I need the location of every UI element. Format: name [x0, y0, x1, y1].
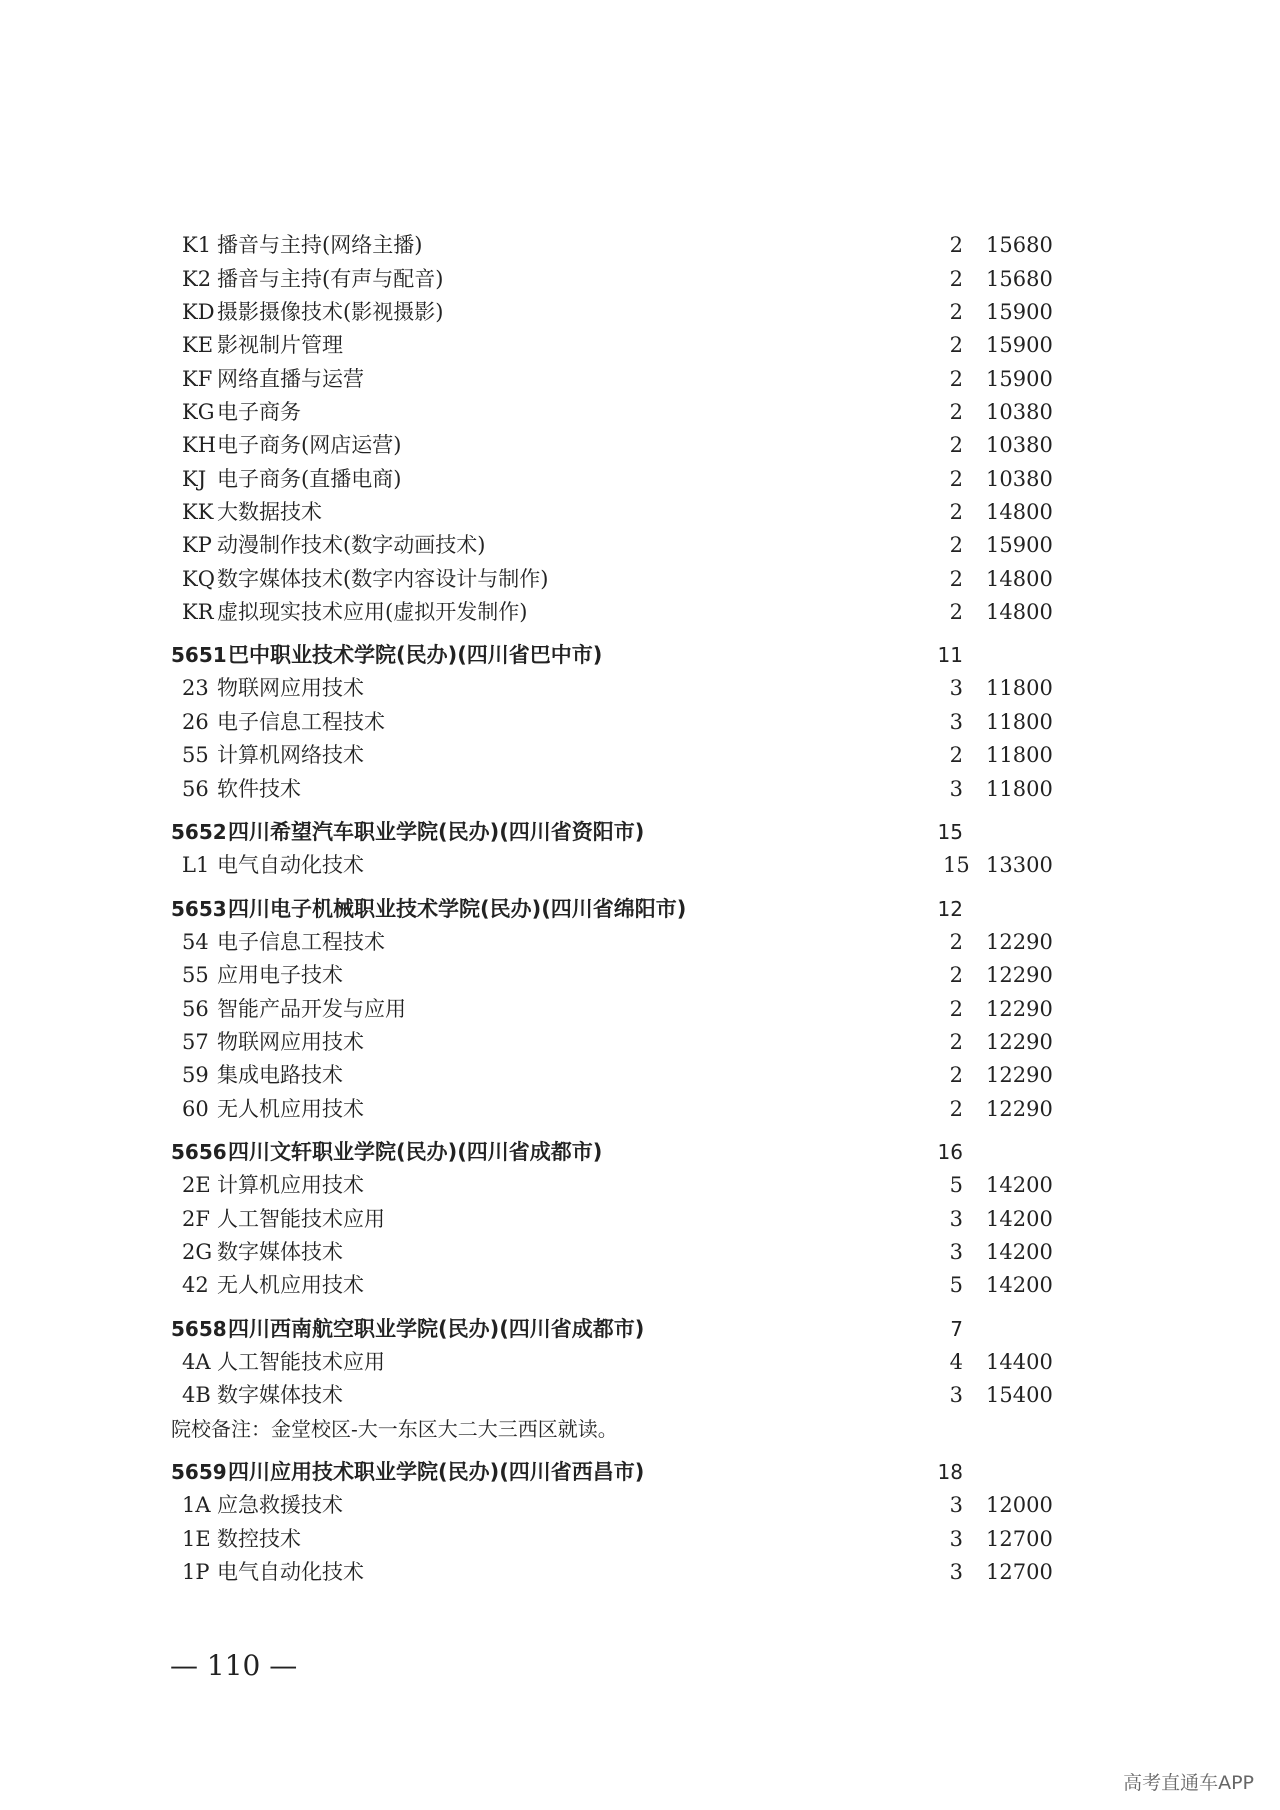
major-row: [0, 562, 1280, 596]
major-fee: 12290: [986, 963, 1053, 987]
major-code: K2: [182, 267, 212, 291]
major-fee: 10380: [986, 400, 1053, 424]
major-fee: 12290: [986, 997, 1053, 1021]
major-row: [0, 262, 1280, 296]
major-name: 数控技术: [217, 1527, 301, 1551]
major-count: 2: [949, 997, 963, 1021]
major-name: 动漫制作技术(数字动画技术): [217, 533, 486, 557]
school-name: 巴中职业技术学院(民办)(四川省巴中市): [228, 643, 603, 667]
major-name: 计算机应用技术: [217, 1173, 364, 1197]
major-name: 摄影摄像技术(影视摄影): [217, 300, 444, 324]
major-fee: 12290: [986, 1030, 1053, 1054]
school-count: 11: [937, 643, 963, 667]
major-name: 电子信息工程技术: [217, 930, 385, 954]
major-code: 2F: [182, 1207, 210, 1231]
major-fee: 15900: [986, 533, 1053, 557]
major-code: KR: [182, 600, 214, 624]
school-name: 四川应用技术职业学院(民办)(四川省西昌市): [228, 1460, 645, 1484]
major-count: 2: [949, 433, 963, 457]
school-row: [0, 892, 1280, 926]
major-name: 应用电子技术: [217, 963, 343, 987]
major-fee: 15900: [986, 300, 1053, 324]
major-fee: 11800: [986, 777, 1053, 801]
major-name: 虚拟现实技术应用(虚拟开发制作): [217, 600, 528, 624]
school-count: 15: [937, 820, 963, 844]
major-code: L1: [182, 853, 210, 877]
major-row: [0, 295, 1280, 329]
major-name: 人工智能技术应用: [217, 1350, 385, 1374]
school-code: 5659: [171, 1460, 227, 1484]
major-name: 计算机网络技术: [217, 743, 364, 767]
major-code: 54: [182, 930, 209, 954]
major-row: [0, 772, 1280, 806]
major-code: KG: [182, 400, 215, 424]
major-row: [0, 1555, 1280, 1589]
major-fee: 11800: [986, 743, 1053, 767]
major-count: 3: [949, 1240, 963, 1264]
major-code: 1E: [182, 1527, 211, 1551]
major-name: 播音与主持(网络主播): [217, 233, 423, 257]
major-fee: 12290: [986, 930, 1053, 954]
major-count: 3: [949, 1207, 963, 1231]
major-row: [0, 1522, 1280, 1556]
major-code: 4A: [182, 1350, 211, 1374]
major-fee: 14800: [986, 500, 1053, 524]
major-name: 电子商务: [217, 400, 301, 424]
major-code: KQ: [182, 567, 215, 591]
major-row: [0, 1058, 1280, 1092]
major-count: 2: [949, 467, 963, 491]
major-row: [0, 1202, 1280, 1236]
school-name: 四川文轩职业学院(民办)(四川省成都市): [228, 1140, 603, 1164]
major-code: KF: [182, 367, 213, 391]
major-code: 60: [182, 1097, 209, 1121]
major-code: 55: [182, 743, 209, 767]
major-fee: 14200: [986, 1240, 1053, 1264]
major-fee: 15900: [986, 367, 1053, 391]
page-number: — 110 —: [170, 1649, 298, 1682]
major-fee: 11800: [986, 710, 1053, 734]
major-count: 3: [949, 1560, 963, 1584]
major-row: [0, 495, 1280, 529]
major-code: 4B: [182, 1383, 211, 1407]
school-row: [0, 638, 1280, 672]
school-count: 12: [937, 897, 963, 921]
school-code: 5653: [171, 897, 227, 921]
major-code: KH: [182, 433, 217, 457]
major-row: [0, 925, 1280, 959]
major-code: 55: [182, 963, 209, 987]
major-row: [0, 595, 1280, 629]
major-code: 56: [182, 777, 209, 801]
major-fee: 15680: [986, 267, 1053, 291]
major-row: [0, 1025, 1280, 1059]
major-name: 数字媒体技术(数字内容设计与制作): [217, 567, 549, 591]
major-row: [0, 1488, 1280, 1522]
major-name: 网络直播与运营: [217, 367, 364, 391]
major-code: KJ: [182, 467, 207, 491]
major-row: [0, 228, 1280, 262]
major-row: [0, 1268, 1280, 1302]
major-count: 2: [949, 333, 963, 357]
major-count: 3: [949, 710, 963, 734]
major-fee: 14200: [986, 1273, 1053, 1297]
major-fee: 11800: [986, 676, 1053, 700]
major-code: K1: [182, 233, 212, 257]
major-fee: 12290: [986, 1097, 1053, 1121]
major-fee: 12700: [986, 1527, 1053, 1551]
major-fee: 13300: [986, 853, 1053, 877]
major-fee: 10380: [986, 433, 1053, 457]
major-fee: 15900: [986, 333, 1053, 357]
major-fee: 14200: [986, 1173, 1053, 1197]
major-count: 2: [949, 267, 963, 291]
school-note: [0, 1412, 1280, 1446]
major-name: 数字媒体技术: [217, 1383, 343, 1407]
school-name: 四川希望汽车职业学院(民办)(四川省资阳市): [228, 820, 645, 844]
major-code: 57: [182, 1030, 209, 1054]
major-row: [0, 1235, 1280, 1269]
major-count: 2: [949, 367, 963, 391]
major-fee: 15400: [986, 1383, 1053, 1407]
major-row: [0, 1168, 1280, 1202]
major-code: 59: [182, 1063, 209, 1087]
major-count: 2: [949, 743, 963, 767]
school-code: 5651: [171, 643, 227, 667]
major-code: 26: [182, 710, 209, 734]
major-name: 应急救援技术: [217, 1493, 343, 1517]
major-name: 电子商务(网店运营): [217, 433, 402, 457]
school-row: [0, 1135, 1280, 1169]
major-code: 23: [182, 676, 209, 700]
major-row: [0, 395, 1280, 429]
major-count: 2: [949, 600, 963, 624]
major-code: KK: [182, 500, 214, 524]
school-row: [0, 1455, 1280, 1489]
major-row: [0, 1378, 1280, 1412]
major-name: 软件技术: [217, 777, 301, 801]
major-name: 物联网应用技术: [217, 1030, 364, 1054]
major-name: 电气自动化技术: [217, 1560, 364, 1584]
major-count: 2: [949, 300, 963, 324]
major-code: 1A: [182, 1493, 211, 1517]
major-code: 1P: [182, 1560, 210, 1584]
major-name: 电气自动化技术: [217, 853, 364, 877]
major-count: 2: [949, 233, 963, 257]
note-text: 院校备注：金堂校区-大一东区大二大三西区就读。: [171, 1417, 618, 1441]
major-name: 物联网应用技术: [217, 676, 364, 700]
major-count: 2: [949, 1030, 963, 1054]
major-count: 15: [943, 853, 970, 877]
major-name: 大数据技术: [217, 500, 322, 524]
major-count: 2: [949, 1063, 963, 1087]
school-row: [0, 1312, 1280, 1346]
major-row: [0, 671, 1280, 705]
major-count: 2: [949, 567, 963, 591]
major-count: 4: [949, 1350, 963, 1374]
major-count: 3: [949, 777, 963, 801]
major-code: 56: [182, 997, 209, 1021]
school-count: 7: [950, 1317, 963, 1341]
school-row: [0, 815, 1280, 849]
major-fee: 14400: [986, 1350, 1053, 1374]
school-count: 18: [937, 1460, 963, 1484]
major-count: 3: [949, 1527, 963, 1551]
major-row: [0, 328, 1280, 362]
major-fee: 12000: [986, 1493, 1053, 1517]
major-name: 影视制片管理: [217, 333, 343, 357]
major-fee: 10380: [986, 467, 1053, 491]
major-name: 智能产品开发与应用: [217, 997, 406, 1021]
major-code: 2E: [182, 1173, 211, 1197]
major-count: 2: [949, 1097, 963, 1121]
major-count: 3: [949, 676, 963, 700]
school-count: 16: [937, 1140, 963, 1164]
major-name: 人工智能技术应用: [217, 1207, 385, 1231]
major-fee: 14200: [986, 1207, 1053, 1231]
major-name: 无人机应用技术: [217, 1273, 364, 1297]
school-code: 5656: [171, 1140, 227, 1164]
major-name: 集成电路技术: [217, 1063, 343, 1087]
major-row: [0, 848, 1280, 882]
major-row: [0, 738, 1280, 772]
major-row: [0, 462, 1280, 496]
major-count: 3: [949, 1493, 963, 1517]
major-fee: 14800: [986, 567, 1053, 591]
major-name: 播音与主持(有声与配音): [217, 267, 444, 291]
major-name: 数字媒体技术: [217, 1240, 343, 1264]
major-row: [0, 958, 1280, 992]
major-code: KD: [182, 300, 215, 324]
major-row: [0, 992, 1280, 1026]
major-fee: 14800: [986, 600, 1053, 624]
major-code: 42: [182, 1273, 209, 1297]
major-count: 5: [949, 1173, 963, 1197]
major-row: [0, 428, 1280, 462]
school-code: 5652: [171, 820, 227, 844]
major-count: 2: [949, 930, 963, 954]
watermark: 高考直通车APP: [1123, 1772, 1254, 1794]
school-code: 5658: [171, 1317, 227, 1341]
major-name: 电子信息工程技术: [217, 710, 385, 734]
major-fee: 12700: [986, 1560, 1053, 1584]
major-count: 2: [949, 963, 963, 987]
school-name: 四川电子机械职业技术学院(民办)(四川省绵阳市): [228, 897, 687, 921]
major-code: KE: [182, 333, 214, 357]
major-row: [0, 362, 1280, 396]
major-row: [0, 528, 1280, 562]
major-count: 2: [949, 500, 963, 524]
major-count: 5: [949, 1273, 963, 1297]
major-count: 2: [949, 533, 963, 557]
major-fee: 12290: [986, 1063, 1053, 1087]
major-row: [0, 1345, 1280, 1379]
major-count: 3: [949, 1383, 963, 1407]
major-code: KP: [182, 533, 212, 557]
major-fee: 15680: [986, 233, 1053, 257]
major-name: 电子商务(直播电商): [217, 467, 402, 491]
major-name: 无人机应用技术: [217, 1097, 364, 1121]
major-count: 2: [949, 400, 963, 424]
school-name: 四川西南航空职业学院(民办)(四川省成都市): [228, 1317, 645, 1341]
major-row: [0, 705, 1280, 739]
major-code: 2G: [182, 1240, 213, 1264]
major-row: [0, 1092, 1280, 1126]
